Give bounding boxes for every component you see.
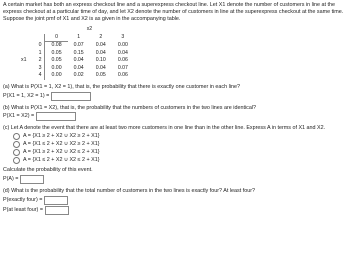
answer-c-input[interactable] bbox=[20, 175, 44, 184]
column-header: 1 bbox=[77, 34, 81, 40]
radio-button[interactable] bbox=[13, 133, 20, 140]
answer-b-input[interactable] bbox=[36, 112, 76, 121]
table-cell: 0.02 bbox=[73, 72, 84, 79]
option-label: A = {X1 ≥ 2 + X2 ∪ X2 ≤ 2 + X1} bbox=[23, 149, 100, 156]
table-cell: 0.06 bbox=[117, 57, 128, 64]
column-header: 0 bbox=[55, 33, 58, 40]
column-header: 2 bbox=[99, 34, 103, 40]
answer-d2-input[interactable] bbox=[45, 206, 69, 215]
option-1[interactable] bbox=[13, 133, 347, 140]
option-label: A = {X1 ≤ 2 + X2 ∪ X2 ≤ 2 + X1} bbox=[23, 157, 100, 164]
table-cell: 0.05 bbox=[95, 72, 106, 79]
row-header: 0 bbox=[38, 42, 42, 48]
row-variable-label: x1 bbox=[21, 57, 27, 64]
row-header: 4 bbox=[38, 72, 42, 79]
row-header: 2 bbox=[38, 57, 42, 64]
table-cell: 0.00 bbox=[117, 42, 128, 48]
table-cell: 0.04 bbox=[73, 57, 84, 64]
table-cell: 0.15 bbox=[73, 49, 84, 56]
answer-b-label: P(X1 = X2) = bbox=[3, 113, 35, 120]
calc-instruction: Calculate the probability of this event. bbox=[3, 167, 93, 173]
question-a bbox=[3, 84, 347, 101]
option-label: A = {X1 ≤ 2 + X2 ∪ X2 ≥ 2 + X1} bbox=[23, 141, 100, 148]
table-cell: 0.04 bbox=[117, 49, 128, 56]
answer-d2-label: P(at least four) = bbox=[3, 206, 43, 213]
option-4[interactable] bbox=[13, 157, 347, 164]
table-cell: 0.07 bbox=[73, 42, 84, 48]
table-cell: 0.05 bbox=[45, 57, 68, 65]
table-cell: 0.10 bbox=[95, 57, 106, 64]
radio-button[interactable] bbox=[13, 149, 20, 156]
answer-a-label: P(X1 = 1, X2 = 1) = bbox=[3, 92, 50, 99]
option-3[interactable] bbox=[13, 149, 347, 156]
answer-a-input[interactable] bbox=[51, 92, 91, 101]
question-c-text: (c) Let A denote the event that there are at least two more customers in one line than in the other line. Express A in terms of X1 and X2. bbox=[3, 125, 326, 132]
table-cell: 0.07 bbox=[117, 64, 128, 71]
question-c bbox=[3, 125, 347, 184]
question-a-text: (a) What is P(X1 = 1, X2 = 1), that is, the probability that there is exactly one customer in each line? bbox=[3, 83, 241, 90]
question-d bbox=[3, 188, 347, 215]
joint-pmf-table bbox=[15, 26, 134, 80]
question-b-text: (b) What is P(X1 = X2), that is, the probability that the numbers of customers in the two lines are identical? bbox=[3, 104, 257, 111]
table-cell: 0.04 bbox=[95, 42, 106, 48]
row-header: 1 bbox=[38, 49, 42, 56]
answer-d1-input[interactable] bbox=[44, 196, 68, 205]
column-variable-label: x2 bbox=[86, 26, 93, 33]
table-cell: 0.00 bbox=[45, 72, 68, 80]
question-d-text: (d) What is the probability that the total number of customers in the two lines is exactly four? At least four? bbox=[3, 187, 255, 194]
column-header: 3 bbox=[121, 34, 125, 40]
row-header: 3 bbox=[38, 64, 42, 71]
radio-button[interactable] bbox=[13, 157, 20, 164]
table-cell: 0.04 bbox=[73, 64, 84, 71]
table-cell: 0.06 bbox=[117, 72, 128, 79]
table-cell: 0.08 bbox=[45, 42, 68, 50]
question-b bbox=[3, 105, 347, 122]
table-cell: 0.05 bbox=[45, 50, 68, 58]
table-cell: 0.04 bbox=[95, 64, 106, 71]
table-cell: 0.04 bbox=[95, 49, 106, 56]
answer-d1-label: P(exactly four) = bbox=[3, 196, 43, 203]
radio-button[interactable] bbox=[13, 141, 20, 148]
table-cell: 0.00 bbox=[45, 65, 68, 73]
answer-c-label: P(A) = bbox=[3, 175, 19, 182]
option-2[interactable] bbox=[13, 141, 347, 148]
option-label: A = {X1 ≥ 2 + X2 ∪ X2 ≥ 2 + X1} bbox=[23, 133, 100, 140]
problem-intro: A certain market has both an express checkout line and a superexpress checkout line. Let X1 denote the number of customers in line at the express checkout at a particular time of day, and let X2 denote the number of customers in line at the superexpress checkout at the same time. Suppose the joint pmf of X1 and X2 is as given in the accompanying table. bbox=[3, 2, 344, 22]
